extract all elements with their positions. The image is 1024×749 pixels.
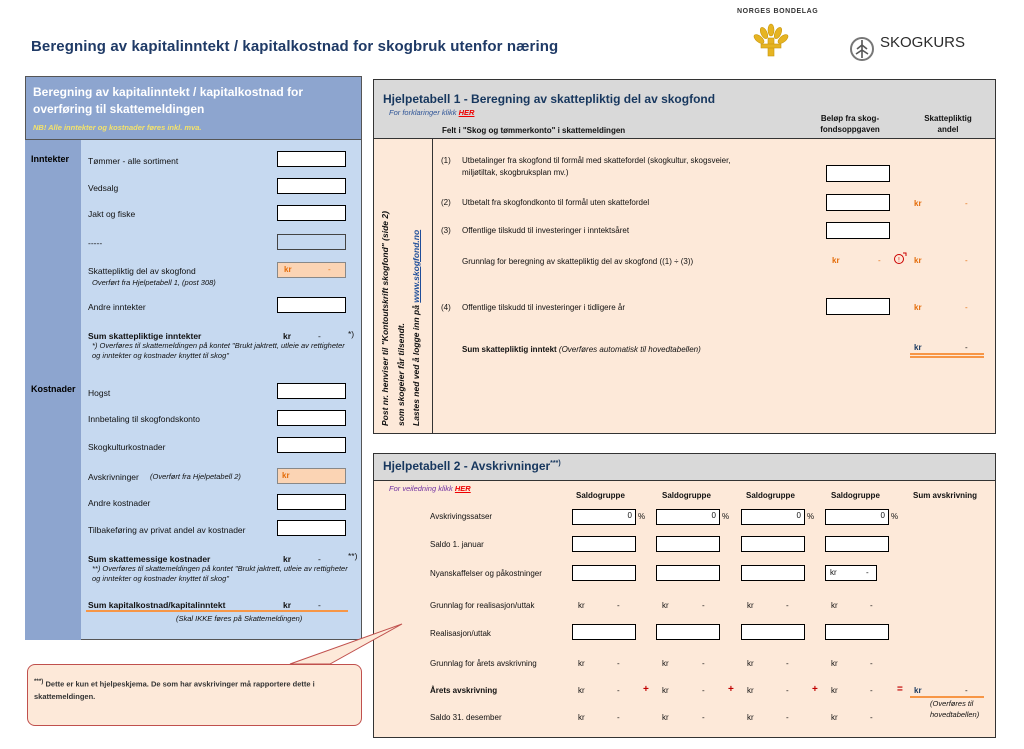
income-section-label: Inntekter [31,154,70,164]
income-blank-label: ----- [88,238,103,248]
col-group-4: Saldogruppe [831,491,880,500]
basis-dash: - [878,256,881,265]
sum-taxable-underline [910,353,984,355]
skogkurs-logo-icon [848,36,876,62]
col-amount-header: Beløp fra skog-fondsoppgaven [820,114,880,134]
transfer-note-1: (Overføres til [930,699,974,708]
acquisitions-input-2[interactable] [656,565,720,581]
acq-4-kr: kr [830,568,837,577]
sd-kr-1: kr [578,713,585,722]
saldo-jan-input-4[interactable] [825,536,889,552]
skogkurs-logo-text: SKOGKURS [880,34,966,51]
info-warning-icon[interactable] [893,251,907,265]
sum-capital-note: (Skal IKKE føres på Skattemeldingen) [176,614,303,623]
helper-table-2-help-text: For veiledning klikk [389,484,453,493]
sd-dash-2: - [702,713,705,722]
side-note-line2: som skogeier får tilsendt. [396,323,406,426]
basis-kr: kr [832,256,840,265]
saldo-jan-input-3[interactable] [741,536,805,552]
saldo-jan-input-2[interactable] [656,536,720,552]
vat-note: NB! Alle inntekter og kostnader føres inkl. mva. [33,123,202,132]
bondelag-logo-text: NORGES BONDELAG [737,8,819,15]
taxable-fund-dash: - [328,265,331,274]
helper-table-2-help-link[interactable]: HER [454,484,471,493]
rate-pct-2: % [722,512,730,521]
helper-table-2-title-text: Hjelpetabell 2 - Avskrivninger [383,459,551,473]
acquisitions-input-4[interactable] [825,565,877,581]
sum-income-label: Sum skattepliktige inntekter [88,331,202,341]
depreciation-kr: kr [282,471,290,480]
other-costs-label: Andre kostnader [88,498,151,508]
cost-logging-input[interactable] [277,383,346,399]
rate-value-3: 0 [796,511,801,520]
rb-dash-4: - [870,601,873,610]
row2-amount-input[interactable] [826,194,890,211]
acq-4-dash: - [866,568,869,577]
rb-dash-2: - [702,601,705,610]
realization-input-3[interactable] [741,624,805,640]
rate-pct-1: % [638,512,646,521]
equals-sign: = [897,684,903,695]
year-basis-label: Grunnlag for årets avskrivning [430,659,537,668]
cost-fund-deposit-input[interactable] [277,410,346,426]
income-hunting-input[interactable] [277,205,346,221]
main-calc-heading: Beregning av kapitalinntekt / kapitalkostnad for overføring til skattemeldingen [33,85,304,116]
side-note-line1: Post nr. henviser til "Kontoutskrift skogfond" (side 2) [380,211,390,426]
acquisitions-input-1[interactable] [572,565,636,581]
saldo-jan-label: Saldo 1. januar [430,540,484,549]
sd-kr-2: kr [662,713,669,722]
col-taxable-header: Skattepliktig andel [924,114,972,134]
rb-dash-1: - [617,601,620,610]
yd-dash-4: - [870,686,873,695]
income-firewood-input[interactable] [277,178,346,194]
other-income-input[interactable] [277,297,346,313]
yb-kr-3: kr [747,659,754,668]
yd-dash-3: - [786,686,789,695]
col-group-2: Saldogruppe [662,491,711,500]
yb-dash-4: - [870,659,873,668]
row4-amount-input[interactable] [826,298,890,315]
sum-capital-label: Sum kapitalkostnad/kapitalinntekt [88,600,226,610]
sum-taxable-underline-2 [910,356,984,358]
rate-pct-4: % [891,512,899,521]
yd-kr-2: kr [662,686,669,695]
sum-income-kr: kr [283,331,292,341]
rb-kr-2: kr [662,601,669,610]
cost-logging-label: Hogst [88,388,111,398]
sum-capital-kr: kr [283,600,292,610]
depreciation-label: Avskrivninger [88,472,139,482]
plus-2: + [728,684,734,695]
cost-fund-deposit-label: Innbetaling til skogfondskonto [88,414,200,424]
rate-input-3[interactable] [741,509,805,525]
rate-value-2: 0 [711,511,716,520]
sum-costs-note: **) Overføres til skattemeldingen på kontet "Brukt jaktrett, utleie av rettigheter og inntekter og kostnader knyttet til skog" [92,564,348,583]
sum-costs-star: **) [348,551,358,561]
saldo-dec-label: Saldo 31. desember [430,713,502,722]
sum-taxable-kr: kr [914,343,922,352]
row4-taxable-dash: - [965,303,968,312]
rb-kr-3: kr [747,601,754,610]
basis-taxable-dash: - [965,256,968,265]
other-income-label: Andre inntekter [88,302,146,312]
depreciation-value [277,468,346,484]
side-note-line3-text: Lastes ned ved å logge inn på [411,305,421,426]
taxable-fund-label: Skattepliktig del av skogfond [88,266,196,276]
plus-3: + [812,684,818,695]
saldo-jan-input-1[interactable] [572,536,636,552]
row1-label2: miljøtiltak, skogbruksplan mv.) [462,168,569,177]
reversal-label: Tilbakeføring av privat andel av kostnader [88,525,246,535]
row3-amount-input[interactable] [826,222,890,239]
sd-kr-3: kr [747,713,754,722]
row4-num: (4) [441,303,451,312]
costs-section-label: Kostnader [31,384,76,394]
yd-kr-1: kr [578,686,585,695]
plus-1: + [643,684,649,695]
row4-taxable-kr: kr [914,303,922,312]
income-blank-input[interactable] [277,234,346,250]
taxable-fund-note: Overført fra Hjelpetabell 1, (post 308) [92,278,216,287]
helper-table-2-help [389,484,471,493]
rb-dash-3: - [786,601,789,610]
col-group-1: Saldogruppe [576,491,625,500]
yd-kr-3: kr [747,686,754,695]
row1-label: Utbetalinger fra skogfond til formål med skattefordel (skogkultur, skogsveier, [462,156,731,165]
wheat-logo-icon [751,22,791,66]
yb-dash-1: - [617,659,620,668]
taxable-fund-kr: kr [284,265,292,274]
basis-taxable-kr: kr [914,256,922,265]
yd-sum-kr: kr [914,686,922,695]
cost-silviculture-input[interactable] [277,437,346,453]
rate-input-4[interactable] [825,509,889,525]
row1-amount-input[interactable] [826,165,890,182]
sum-taxable-row [462,345,701,354]
svg-text:!: ! [898,257,900,264]
acquisitions-label: Nyanskaffelser og påkostninger [430,569,542,578]
rate-input-2[interactable] [656,509,720,525]
yb-kr-4: kr [831,659,838,668]
sd-dash-3: - [786,713,789,722]
rb-kr-4: kr [831,601,838,610]
yd-dash-2: - [702,686,705,695]
realization-input-1[interactable] [572,624,636,640]
row4-label: Offentlige tilskudd til investeringer i tidligere år [462,303,626,312]
helper-table-1-help [389,108,474,117]
yd-sum-dash: - [965,686,968,695]
row2-taxable-dash: - [965,199,968,208]
sum-capital-dash: - [318,600,321,610]
realization-label: Realisasjon/uttak [430,629,491,638]
acquisitions-input-3[interactable] [741,565,805,581]
row2-taxable-kr: kr [914,199,922,208]
sum-taxable-dash: - [965,343,968,352]
helper-table-1-help-link[interactable]: HER [458,108,475,117]
sum-taxable-label: Sum skattepliktig inntekt [462,345,557,354]
reversal-input[interactable] [277,520,346,536]
row2-label: Utbetalt fra skogfondkonto til formål uten skattefordel [462,198,650,207]
yb-dash-2: - [702,659,705,668]
helper-table-1-title: Hjelpetabell 1 - Beregning av skattepliktig del av skogfond [383,92,716,106]
sum-costs-kr: kr [283,554,292,564]
helper-table-2-title [383,459,561,473]
rate-label: Avskrivingssatser [430,512,493,521]
col-field-header: Felt i "Skog og tømmerkonto" i skattemeldingen [442,126,626,135]
sd-kr-4: kr [831,713,838,722]
col-group-3: Saldogruppe [746,491,795,500]
income-firewood-label: Vedsalg [88,183,119,193]
rb-kr-1: kr [578,601,585,610]
transfer-note-2: hovedtabellen) [930,710,980,719]
income-hunting-label: Jakt og fiske [88,209,136,219]
year-depreciation-label: Årets avskrivning [430,686,498,695]
sum-capital-underline [86,610,348,612]
cost-silviculture-label: Skogkulturkostnader [88,442,166,452]
rate-input-1[interactable] [572,509,636,525]
sum-income-note: *) Overføres til skattemeldingen på kontet "Brukt jaktrett, utleie av rettigheter og inntekter og kostnader knyttet til skog" [92,341,345,360]
realization-input-4[interactable] [825,624,889,640]
income-timber-input[interactable] [277,151,346,167]
basis-label: Grunnlag for beregning av skattepliktig del av skogfond ((1) ÷ (3)) [462,257,694,266]
yb-kr-2: kr [662,659,669,668]
yb-dash-3: - [786,659,789,668]
income-timber-label: Tømmer - alle sortiment [88,156,179,166]
sd-dash-1: - [617,713,620,722]
callout-body: Dette er kun et hjelpeskjema. De som har avskrivinger må rapportere dette i skattemeldingen. [34,679,315,701]
realization-basis-label: Grunnlag for realisasjon/uttak [430,601,535,610]
depreciation-note: (Overført fra Hjelpetabell 2) [150,472,241,481]
yb-kr-1: kr [578,659,585,668]
callout-sup: ***) [34,678,44,685]
yd-dash-1: - [617,686,620,695]
helper-table-1-help-text: For forklaringer klikk [389,108,457,117]
row3-label: Offentlige tilskudd til investeringer i inntektsåret [462,226,630,235]
callout-text [34,676,354,703]
rate-value-1: 0 [627,511,632,520]
rate-pct-3: % [807,512,815,521]
side-note-line3 [411,230,421,426]
sum-costs-label: Sum skattemessige kostnader [88,554,211,564]
col-sum-depreciation: Sum avskrivning [913,491,978,500]
skogfond-link[interactable]: www.skogfond.no [411,229,421,303]
page-title: Beregning av kapitalinntekt / kapitalkostnad for skogbruk utenfor næring [31,38,559,55]
sum-taxable-note: (Overføres automatisk til hovedtabellen) [558,345,701,354]
sd-dash-4: - [870,713,873,722]
sum-income-star: *) [348,329,355,339]
realization-input-2[interactable] [656,624,720,640]
row2-num: (2) [441,198,451,207]
sum-costs-dash: - [318,554,321,564]
other-costs-input[interactable] [277,494,346,510]
row1-num: (1) [441,156,451,165]
rate-value-4: 0 [880,511,885,520]
taxable-fund-value [277,262,346,278]
row3-num: (3) [441,226,451,235]
yd-kr-4: kr [831,686,838,695]
helper-table-2-title-sup: ***) [550,460,561,467]
sum-income-dash: - [318,331,321,341]
yd-sum-underline [910,696,984,698]
